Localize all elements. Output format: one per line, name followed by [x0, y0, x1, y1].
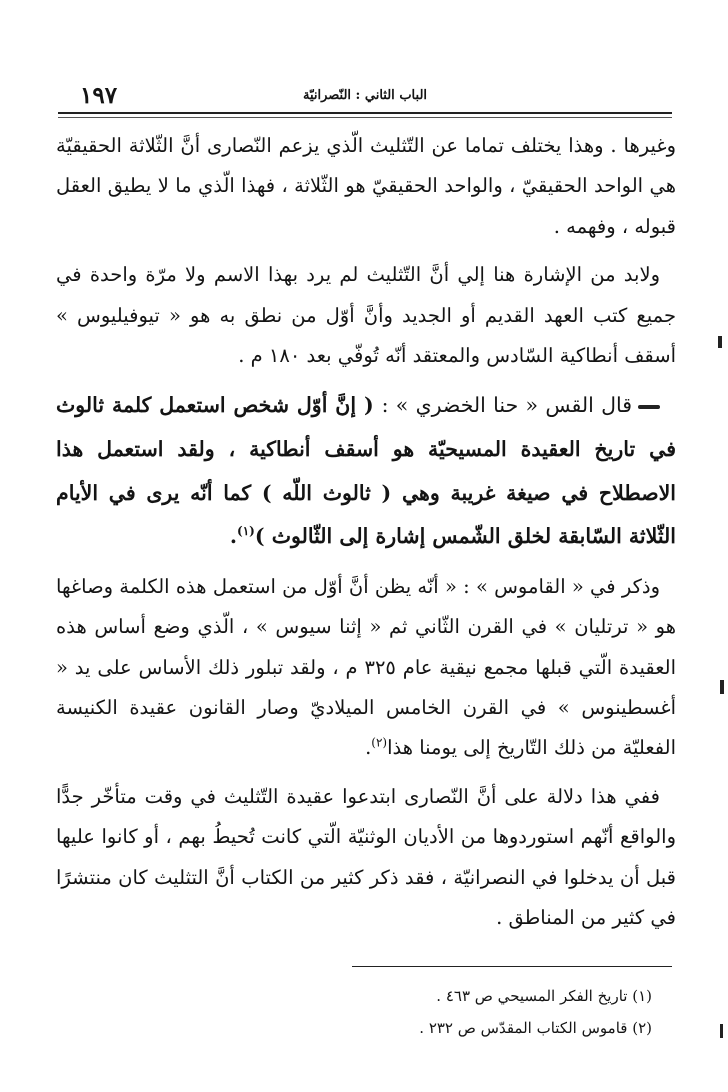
header-rule-thin	[58, 117, 672, 118]
scan-artifact-mark	[718, 336, 722, 348]
pointer-marker-icon	[638, 405, 660, 409]
running-head: الباب الثاني : النّصرانيّة	[302, 88, 428, 103]
quote-text: ( إنَّ أوّل شخص استعمل كلمة ثالوث في تاريخ العقيدة المسيحيّة هو أسقف أنطاكية ، ولقد استعمل هذا الاصطلاح في صيغة غريبة وهي ( ثالوث اللّه ) كما أنّه يرى في الأيام الثّلاثة السّابقة لخلق الشّمس إشارة إلى الثّالوث )	[56, 393, 676, 549]
paragraph-4-text: وذكر في « القاموس » : « أنّه يظن أنَّ أوّل من استعمل هذه الكلمة وصاغها هو « ترتليان » في القرن الثّاني ثم « إثنا سيوس » ، الّذي وضع أساس هذه العقيدة الّتي قبلها مجمع نيقية عام ٣٢٥ م ، ولقد تبلور ذلك الأساس على يد « أغسطينوس » في القرن الخامس الميلاديّ وصار القانون عقيدة الكنيسة الفعليّة من ذلك التّاريخ إلى يومنا هذا	[56, 574, 676, 760]
page-header	[58, 84, 672, 108]
scan-artifact-mark	[720, 680, 724, 694]
scan-artifact-mark	[720, 1024, 723, 1038]
quote-speaker: قال القس « حنا الخضري » :	[381, 393, 633, 418]
footnote-2: (٢) قاموس الكتاب المقدّس ص ٢٣٢ .	[419, 1019, 652, 1037]
quote-end: .	[229, 524, 238, 549]
paragraph-5: ففي هذا دلالة على أنَّ النّصارى ابتدعوا عقيدة التّثليث في وقت متأخّر جدًّا والواقع أنّهم استوردوها من الأديان الوثنيّة الّتي كانت تُحيطُ بهم ، أو كانوا عليها قبل أن يدخلوا في النصرانيّة ، فقد ذكر كثير من الكتاب أنَّ التثليث كان منتشرًا في كثير من المناطق .	[56, 784, 676, 930]
quotation-paragraph	[56, 384, 676, 558]
footnote-separator	[352, 966, 672, 967]
paragraph-2: ولابد من الإشارة هنا إلي أنَّ التّثليث لم يرد بهذا الاسم ولا مرّة واحدة في جميع كتب العهد القديم أو الجديد وأنَّ أوّل من نطق به هو « تيوفيليوس » أسقف أنطاكية السّادس والمعتقد أنّه تُوفّي بعد ١٨٠ م .	[56, 263, 676, 368]
paragraph-4	[56, 567, 676, 769]
footnote-ref-1: (١)	[237, 524, 255, 539]
paragraph-4-end: .	[365, 736, 372, 760]
body-text	[56, 126, 676, 946]
paragraph-1: وغيرها . وهذا يختلف تماما عن التّثليث الّذي يزعم النّصارى أنَّ الثّلاثة الحقيقيّة هي الواحد الحقيقيّ ، والواحد الحقيقيّ هو الثّلاثة ، فهذا الّذي ما لا يطيق العقل قبوله ، وفهمه .	[56, 134, 676, 238]
footnote-ref-2: (٢)	[371, 735, 388, 750]
page-number: ١٩٧	[80, 82, 118, 109]
header-rule	[58, 112, 672, 114]
footnote-1: (١) تاريخ الفكر المسيحي ص ٤٦٣ .	[436, 987, 652, 1005]
footnotes	[56, 980, 652, 1044]
